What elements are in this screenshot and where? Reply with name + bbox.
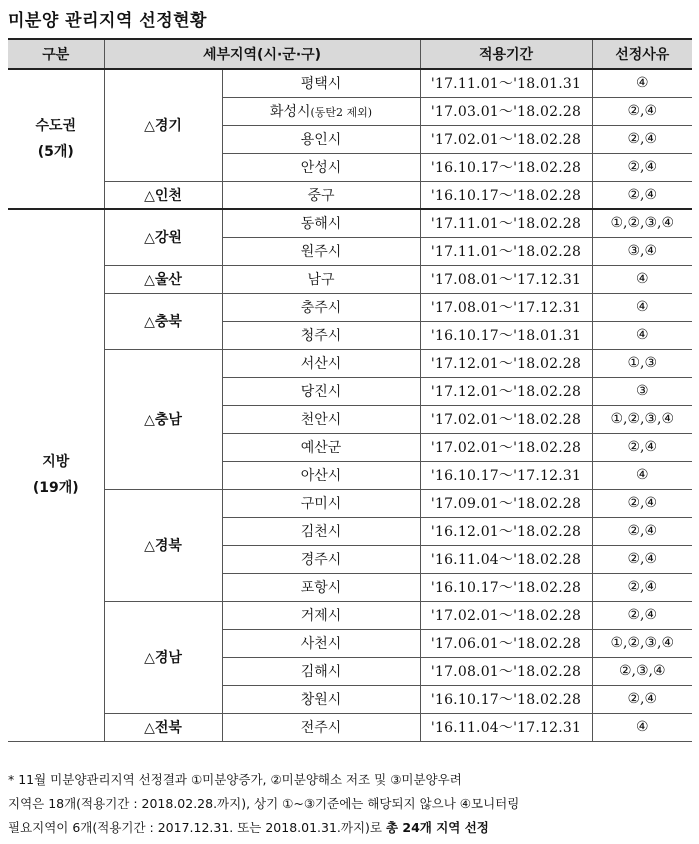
city-cell: 전주시 xyxy=(222,713,420,741)
period-cell: '17.02.01～'18.02.28 xyxy=(420,405,592,433)
header-period: 적용기간 xyxy=(420,39,592,69)
footnote-line-3 xyxy=(8,816,692,840)
period-cell: '16.10.17～'18.01.31 xyxy=(420,321,592,349)
city-cell: 평택시 xyxy=(222,69,420,97)
city-cell: 구미시 xyxy=(222,489,420,517)
city-cell: 화성시(동탄2 제외) xyxy=(222,97,420,125)
table-row xyxy=(8,69,692,97)
reason-cell: ④ xyxy=(592,321,692,349)
city-cell: 서산시 xyxy=(222,349,420,377)
province-chungbuk: △충북 xyxy=(104,293,222,349)
reason-cell: ②,④ xyxy=(592,601,692,629)
reason-cell: ②,④ xyxy=(592,433,692,461)
reason-cell: ④ xyxy=(592,713,692,741)
reason-cell: ③,④ xyxy=(592,237,692,265)
period-cell: '16.12.01～'18.02.28 xyxy=(420,517,592,545)
section-name: 수도권 xyxy=(35,118,77,134)
city-cell: 사천시 xyxy=(222,629,420,657)
period-cell: '17.12.01～'18.02.28 xyxy=(420,377,592,405)
table-body xyxy=(8,69,692,741)
reason-cell: ①,②,③,④ xyxy=(592,405,692,433)
period-cell: '17.06.01～'18.02.28 xyxy=(420,629,592,657)
reason-cell: ①,③ xyxy=(592,349,692,377)
reason-cell: ②,④ xyxy=(592,181,692,209)
table-row xyxy=(8,349,692,377)
city-cell: 아산시 xyxy=(222,461,420,489)
city-cell: 남구 xyxy=(222,265,420,293)
reason-cell: ①,②,③,④ xyxy=(592,629,692,657)
city-cell: 거제시 xyxy=(222,601,420,629)
table-row xyxy=(8,265,692,293)
province-gangwon: △강원 xyxy=(104,209,222,265)
city-cell: 청주시 xyxy=(222,321,420,349)
reason-cell: ④ xyxy=(592,293,692,321)
city-cell: 당진시 xyxy=(222,377,420,405)
province-chungnam: △충남 xyxy=(104,349,222,489)
table-row xyxy=(8,293,692,321)
footnote-text: 필요지역이 6개(적용기간 : 2017.12.31. 또는 2018.01.31.까지)로 xyxy=(8,820,386,835)
city-cell: 포항시 xyxy=(222,573,420,601)
header-subregion: 세부지역(시·군·구) xyxy=(104,39,420,69)
reason-cell: ②,④ xyxy=(592,545,692,573)
table-row xyxy=(8,209,692,237)
reason-cell: ③ xyxy=(592,377,692,405)
city-cell: 김천시 xyxy=(222,517,420,545)
province-gyeonggi: △경기 xyxy=(104,69,222,181)
section-capital xyxy=(8,69,104,209)
period-cell: '16.10.17～'18.02.28 xyxy=(420,685,592,713)
period-cell: '16.10.17～'18.02.28 xyxy=(420,573,592,601)
period-cell: '17.09.01～'18.02.28 xyxy=(420,489,592,517)
table-row xyxy=(8,181,692,209)
reason-cell: ②,④ xyxy=(592,97,692,125)
city-cell: 경주시 xyxy=(222,545,420,573)
footnote-line-2: 지역은 18개(적용기간 : 2018.02.28.까지), 상기 ①~③기준에는 해당되지 않으나 ④모니터링 xyxy=(8,796,520,811)
section-count: (19개) xyxy=(32,480,79,497)
section-name: 지방 xyxy=(42,454,70,471)
period-cell: '17.03.01～'18.02.28 xyxy=(420,97,592,125)
period-cell: '17.08.01～'18.02.28 xyxy=(420,657,592,685)
reason-cell: ②,④ xyxy=(592,125,692,153)
period-cell: '17.02.01～'18.02.28 xyxy=(420,601,592,629)
period-cell: '17.11.01～'18.01.31 xyxy=(420,69,592,97)
reason-cell: ②,④ xyxy=(592,489,692,517)
reason-cell: ④ xyxy=(592,265,692,293)
header-reason: 선정사유 xyxy=(592,39,692,69)
table-row xyxy=(8,489,692,517)
period-cell: '16.11.04～'18.02.28 xyxy=(420,545,592,573)
reason-cell: ②,④ xyxy=(592,685,692,713)
table-row xyxy=(8,713,692,741)
period-cell: '17.08.01～'17.12.31 xyxy=(420,293,592,321)
period-cell: '17.11.01～'18.02.28 xyxy=(420,209,592,237)
section-count: (5개) xyxy=(37,144,74,160)
city-cell: 안성시 xyxy=(222,153,420,181)
reason-cell: ④ xyxy=(592,461,692,489)
province-jeonbuk: △전북 xyxy=(104,713,222,741)
city-cell: 중구 xyxy=(222,181,420,209)
city-cell: 동해시 xyxy=(222,209,420,237)
province-ulsan: △울산 xyxy=(104,265,222,293)
document-title: 미분양 관리지역 선정현황 xyxy=(8,11,207,31)
period-cell: '17.02.01～'18.02.28 xyxy=(420,125,592,153)
footnote xyxy=(8,768,692,840)
city-cell: 김해시 xyxy=(222,657,420,685)
province-incheon: △인천 xyxy=(104,181,222,209)
reason-cell: ②,④ xyxy=(592,517,692,545)
period-cell: '16.10.17～'18.02.28 xyxy=(420,153,592,181)
period-cell: '17.11.01～'18.02.28 xyxy=(420,237,592,265)
city-cell: 예산군 xyxy=(222,433,420,461)
table-header-row xyxy=(8,39,692,69)
reason-cell: ②,④ xyxy=(592,573,692,601)
section-local xyxy=(8,209,104,741)
city-cell: 용인시 xyxy=(222,125,420,153)
reason-cell: ②,④ xyxy=(592,153,692,181)
reason-cell: ②,③,④ xyxy=(592,657,692,685)
reason-cell: ④ xyxy=(592,69,692,97)
period-cell: '17.08.01～'17.12.31 xyxy=(420,265,592,293)
footnote-line-1: * 11월 미분양관리지역 선정결과 ①미분양증가, ②미분양해소 저조 및 ③미분양우려 xyxy=(8,772,462,787)
footnote-total: 총 24개 지역 선정 xyxy=(385,820,489,835)
province-gyeongnam: △경남 xyxy=(104,601,222,713)
city-cell: 천안시 xyxy=(222,405,420,433)
header-category: 구분 xyxy=(8,39,104,69)
province-gyeongbuk: △경북 xyxy=(104,489,222,601)
table-row xyxy=(8,601,692,629)
period-cell: '17.12.01～'18.02.28 xyxy=(420,349,592,377)
period-cell: '16.10.17～'18.02.28 xyxy=(420,181,592,209)
city-cell: 원주시 xyxy=(222,237,420,265)
city-cell: 창원시 xyxy=(222,685,420,713)
period-cell: '16.10.17～'17.12.31 xyxy=(420,461,592,489)
city-cell: 충주시 xyxy=(222,293,420,321)
period-cell: '17.02.01～'18.02.28 xyxy=(420,433,592,461)
reason-cell: ①,②,③,④ xyxy=(592,209,692,237)
period-cell: '16.11.04～'17.12.31 xyxy=(420,713,592,741)
designation-table xyxy=(8,38,692,742)
